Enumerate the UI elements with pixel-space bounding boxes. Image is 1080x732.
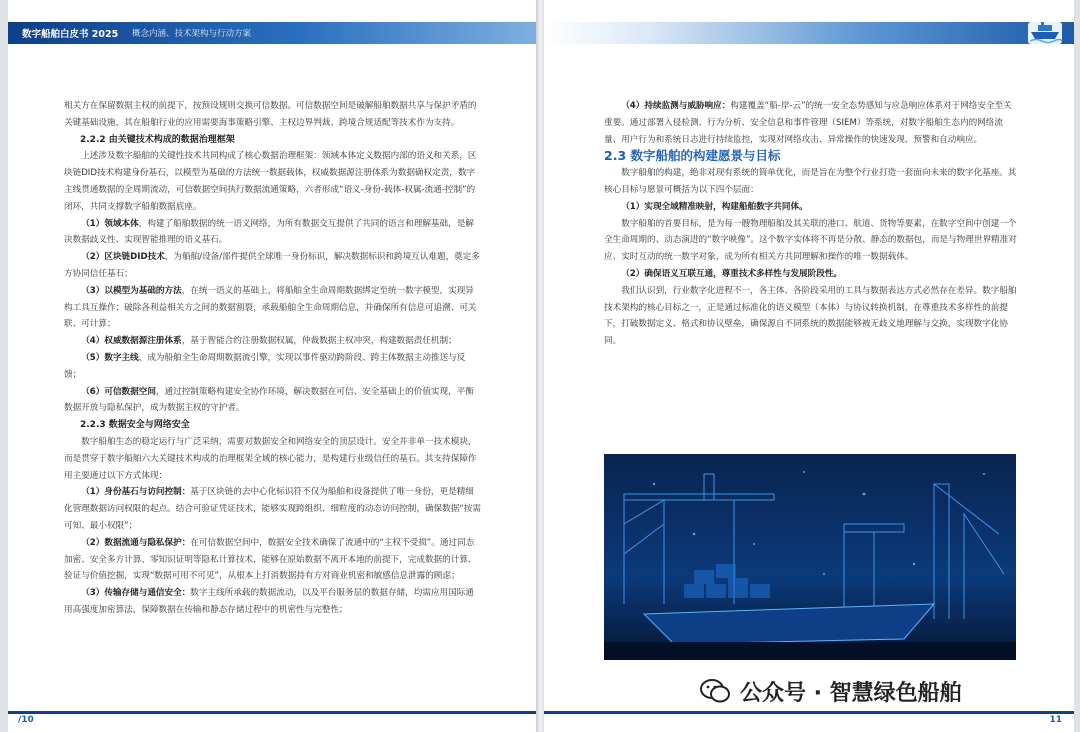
goal-1-text: 数字船舶的首要目标，是为每一艘物理船舶及其关联的港口、航道、货物等要素，在数字空间中创建一个全生命周期的、动态演进的“数字映像”。这个数字实体将不再是分散、静态的数据包，而是与物理世界精准对应、实时互动的统一数字对象，成为所有相关方共同理解和操作的唯一数据载体。: [604, 218, 1017, 263]
list-item: [64, 283, 482, 333]
item-keyword: （4）持续监测与威胁响应：: [621, 101, 731, 111]
list-item: [64, 333, 482, 350]
header-bar: [8, 22, 538, 44]
item-keyword: （4）权威数据源注册体系: [81, 336, 182, 347]
item-keyword: （2）区块链DID技术: [81, 252, 165, 263]
list-item: [64, 384, 482, 418]
item-keyword: （3）以模型为基础的方法: [81, 285, 182, 296]
left-body: [64, 98, 482, 619]
item-text: 数字主线所承载的数据流动，以及平台服务层的数据存储，均需应用国际通用高强度加密算法，保障数据在传输和静态存储过程中的机密性与完整性；: [64, 588, 474, 615]
item-text: 构建覆盖“船-岸-云”的统一安全态势感知与应急响应体系对于网络安全至关重要。通过部署入侵检测、行为分析、安全信息和事件管理（SIEM）等系统，对数字船舶生态内的网络流量、用户行为和系统日志进行持续监控，实现对网络攻击、异常操作的快速发现、预警和自动响应。: [604, 101, 1012, 145]
item-keyword: （5）数字主线: [81, 352, 139, 363]
list-item: [64, 216, 482, 250]
list-item: [64, 484, 482, 534]
list-item: [64, 249, 482, 283]
list-item: [604, 98, 1018, 148]
item-keyword: （6）可信数据空间: [81, 386, 156, 397]
page-number-left: /10: [18, 715, 34, 725]
section-2-2-3-title: 2.2.3 数据安全与网络安全: [80, 420, 190, 431]
goal-2-title: （2）确保语义互联互通，尊重技术多样性与发展阶段性。: [621, 268, 843, 279]
left-footer: [8, 711, 538, 732]
item-text: ，基于智能合约注册数据权属，仲裁数据主权冲突，构建数据责任机制；: [181, 336, 457, 347]
goal-1-title: （1）实现全域精准映射，构建船舶数字共同体。: [621, 201, 808, 212]
item-text: 基于区块链的去中心化标识符不仅为船舶和设备提供了唯一身份，更是精细化管理数据访问权限的起点。结合可验证凭证技术，能够实现跨组织、细粒度的动态访问控制，确保数据“按需可知、最小权限”；: [64, 487, 481, 531]
section-2-3-intro: 数字船舶的构建，绝非对现有系统的简单优化，而是旨在为整个行业打造一套面向未来的数字化基座。其核心目标与愿景可概括为以下四个层面：: [604, 168, 1017, 195]
wechat-icon: [700, 678, 730, 704]
left-page: [8, 0, 538, 732]
item-text: ，通过控制策略构建安全协作环境，解决数据在可信、安全基础上的价值实现，平衡数据开放与隐私保护，成为数据主权的守护者。: [64, 386, 474, 414]
item-keyword: （3）传输存储与通信安全：: [81, 588, 191, 599]
right-page: [544, 0, 1074, 732]
list-item: [64, 535, 482, 585]
item-text: ，成为船舶全生命周期数据流引擎，实现以事件驱动跨阶段、跨主体数据主动推送与反馈；: [64, 352, 466, 380]
header-bar-right: [544, 22, 1074, 44]
item-text: ，构建了船舶数据的统一语义网络，为所有数据交互提供了共同的语言和理解基础，是解决数据歧义性、实现智能推理的语义基石。: [64, 218, 474, 246]
header-title: 数字船舶白皮书 2025: [22, 29, 119, 40]
section-2-2-2-title: 2.2.2 由关键技术构成的数据治理框架: [80, 134, 235, 145]
list-item: [64, 350, 482, 384]
item-keyword: （2）数据流通与隐私保护：: [81, 537, 191, 548]
digital-port-illustration: [604, 454, 1016, 660]
section-2-2-3-intro: 数字船舶生态的稳定运行与广泛采纳，需要对数据安全和网络安全的顶层设计。安全并非单一技术模块，而是贯穿于数字船舶六大关键技术构成的治理框架全域的核心能力，是构建行业级信任的基石。其支持保障作用主要通过以下方式体现：: [64, 436, 477, 481]
list-item: [64, 585, 482, 619]
item-keyword: （1）身份基石与访问控制：: [81, 487, 191, 498]
section-2-3-title: 2.3 数字船舶的构建愿景与目标: [604, 148, 781, 164]
goal-2-text: 我们认识到，行业数字化进程不一，各主体、各阶段采用的工具与数据表达方式必然存在差异。数字船舶技术架构的核心目标之一，正是通过标准化的语义模型（本体）与协议转换机制，在尊重技术多样性的前提下，打破数据定义、格式和协议壁垒，确保源自不同系统的数据能够被无歧义地理解与交换，实现数字化协同。: [604, 285, 1017, 347]
header-subtitle: 概念内涵、技术架构与行动方案: [132, 29, 252, 39]
intro-paragraph: 相关方在保留数据主权的前提下，按预设规则交换可信数据。可信数据空间是破解船舶数据共享与保护矛盾的关键基础设施，其在船舶行业的应用需要海事策略引擎、主权边界判裁、跨境合规适配等技术作为支持。: [64, 101, 477, 128]
right-footer: [544, 711, 1074, 732]
page-number-right: 11: [1049, 715, 1062, 725]
watermark-text: 公众号 · 智慧绿色船舶: [740, 681, 962, 706]
ship-logo-icon: [1028, 22, 1062, 44]
page-slash-icon: /: [18, 715, 22, 725]
item-text: 在可信数据空间中，数据安全技术确保了流通中的“主权不受损”。通过同态加密、安全多方计算、零知识证明等隐私计算技术，能够在原始数据不离开本地的前提下，完成数据的计算、验证与价值挖掘，实现“数据可用不可见”，从根本上打消数据持有方对商业机密和敏感信息泄露的顾虑；: [64, 537, 477, 582]
right-body: [604, 98, 1018, 350]
section-2-2-2-intro: 上述涉及数字船舶的关键性技术共同构成了核心数据治理框架：领域本体定义数据内部的语义和关系，区块链DID技术构建身份基石，以模型为基础的方法统一数据载体，权威数据源注册体系为数据确权定责，数字主线贯通数据的全周期流动，可信数据空间执行数据流通策略，六者形成“语义-身份-载体-权属-流通-控制”的闭环，共同支撑数字船舶数据底座。: [64, 151, 477, 212]
item-keyword: （1）领域本体: [81, 218, 139, 229]
item-text: ，在统一语义的基础上，将船舶全生命周期数据绑定至统一数字模型，实现异构工具互操作；破除各利益相关方之间的数据割裂，承载船舶全生命周期信息，并确保所有信息可追溯、可关联、可计算；: [64, 285, 477, 330]
item-text: ，为船舶/设备/部件提供全球唯一身份标识，解决数据标识和跨境互认难题，奠定多方协同信任基石；: [64, 252, 480, 279]
